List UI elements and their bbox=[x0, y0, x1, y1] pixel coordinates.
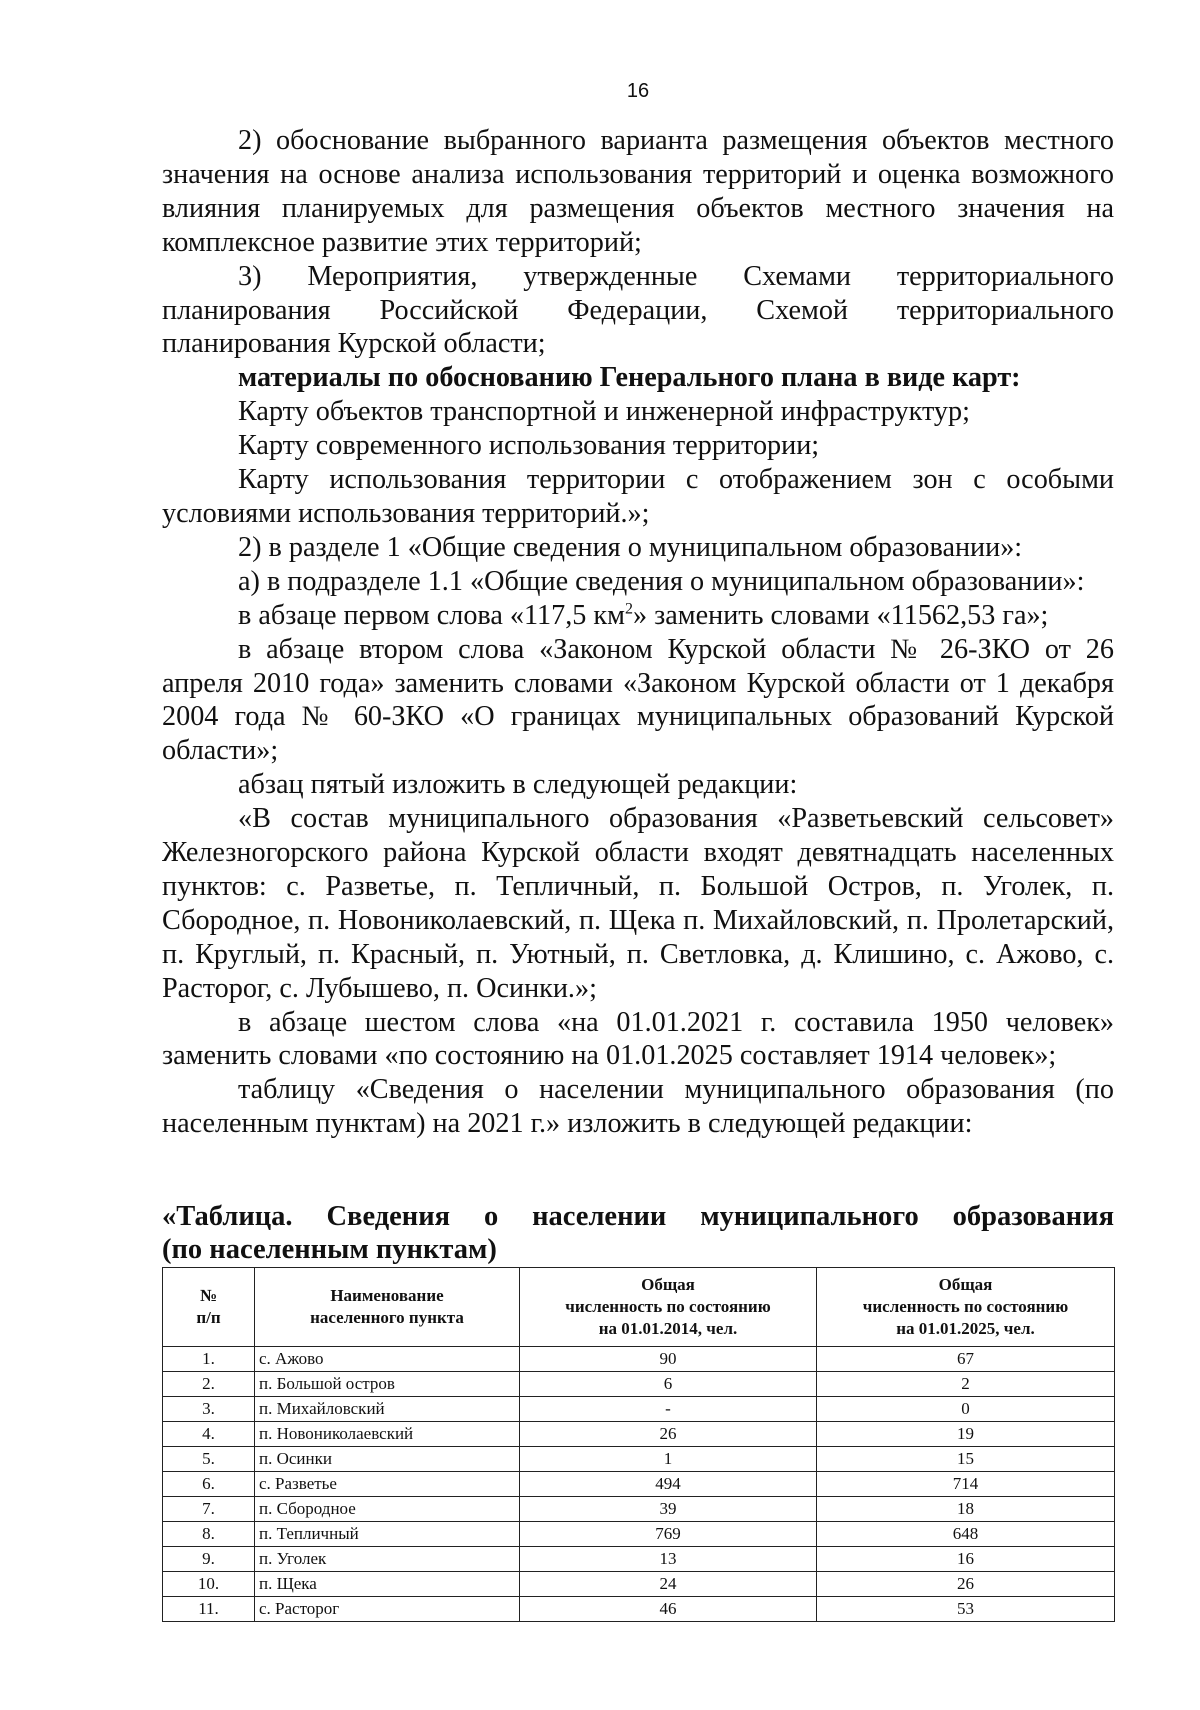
cell-2025: 2 bbox=[817, 1372, 1115, 1397]
cell-2014: 39 bbox=[520, 1497, 817, 1522]
paragraph: в абзаце шестом слова «на 01.01.2021 г. составила 1950 человек» заменить словами «по состоянию на 01.01.2025 составляет 1914 человек»; bbox=[162, 1006, 1114, 1072]
cell-name: п. Большой остров bbox=[255, 1372, 520, 1397]
cell-name: п. Осинки bbox=[255, 1447, 520, 1472]
paragraph-part: в абзаце первом слова «117,5 км bbox=[238, 599, 625, 631]
cell-2014: 769 bbox=[520, 1522, 817, 1547]
header-text: № bbox=[199, 1286, 218, 1305]
table-row bbox=[163, 1547, 1115, 1572]
paragraph: «В состав муниципального образования «Разветьевский сельсовет» Железногорского района Курской области входят девятнадцать населенных пунктов: с. Разветье, п. Тепличный, п. Большой Остров, п. Уголек, п. Сбородное, п. Новониколаевский, п. Щека п. Михайловский, п. Пролетарский, п. Круглый, п. Красный, п. Уютный, п. Светловка, д. Клишино, с. Ажово, с. Расторог, с. Лубышево, п. Осинки.»; bbox=[162, 803, 1114, 1004]
cell-2014: 13 bbox=[520, 1547, 817, 1572]
cell-name: с. Разветье bbox=[255, 1472, 520, 1497]
table-row bbox=[163, 1372, 1115, 1397]
cell-2025: 18 bbox=[817, 1497, 1115, 1522]
paragraph bbox=[162, 599, 1114, 633]
table-row bbox=[163, 1347, 1115, 1372]
paragraph: 2) обоснование выбранного варианта размещения объектов местного значения на основе анализа использования территорий и оценка возможного влияния планируемых для размещения объектов местного значения на комплексное развитие этих территорий; bbox=[162, 125, 1114, 258]
cell-name: п. Щека bbox=[255, 1572, 520, 1597]
paragraph-heading: материалы по обоснованию Генерального плана в виде карт: bbox=[238, 362, 1021, 394]
cell-2014: 90 bbox=[520, 1347, 817, 1372]
table-row bbox=[163, 1397, 1115, 1422]
header-2014 bbox=[520, 1268, 817, 1347]
cell-2025: 53 bbox=[817, 1597, 1115, 1622]
cell-2014: 24 bbox=[520, 1572, 817, 1597]
cell-num: 6. bbox=[163, 1472, 255, 1497]
header-text: населенного пункта bbox=[310, 1308, 464, 1327]
cell-2025: 26 bbox=[817, 1572, 1115, 1597]
table-title-line: (по населенным пунктам) bbox=[162, 1234, 497, 1265]
header-text: на 01.01.2014, чел. bbox=[598, 1319, 738, 1338]
cell-2025: 16 bbox=[817, 1547, 1115, 1572]
paragraph: 2) в разделе 1 «Общие сведения о муниципальном образовании»: bbox=[238, 531, 1023, 563]
header-2025 bbox=[817, 1268, 1115, 1347]
cell-2025: 15 bbox=[817, 1447, 1115, 1472]
cell-num: 8. bbox=[163, 1522, 255, 1547]
header-name bbox=[255, 1268, 520, 1347]
paragraph: 3) Мероприятия, утвержденные Схемами территориального планирования Российской Федерации, Схемой территориального планирования Курской области; bbox=[162, 260, 1114, 360]
cell-2025: 714 bbox=[817, 1472, 1115, 1497]
cell-2014: 6 bbox=[520, 1372, 817, 1397]
paragraph: Карту современного использования территории; bbox=[238, 430, 820, 462]
table-title-line: «Таблица. Сведения о населении муниципального образования bbox=[162, 1201, 1114, 1232]
header-num bbox=[163, 1268, 255, 1347]
table-row bbox=[163, 1572, 1115, 1597]
cell-2014: 46 bbox=[520, 1597, 817, 1622]
header-text: численность по состоянию bbox=[862, 1297, 1069, 1316]
cell-num: 5. bbox=[163, 1447, 255, 1472]
header-text: численность по состоянию bbox=[565, 1297, 771, 1316]
table-row bbox=[163, 1422, 1115, 1447]
header-text: Общая bbox=[938, 1275, 993, 1294]
table-row bbox=[163, 1497, 1115, 1522]
paragraph: таблицу «Сведения о населении муниципального образования (по населенным пунктам) на 2021 г.» изложить в следующей редакции: bbox=[162, 1074, 1114, 1140]
paragraph: абзац пятый изложить в следующей редакции: bbox=[238, 769, 798, 801]
cell-2014: - bbox=[520, 1397, 817, 1422]
cell-name: с. Расторог bbox=[255, 1597, 520, 1622]
table-title bbox=[162, 1200, 1114, 1266]
cell-num: 1. bbox=[163, 1347, 255, 1372]
paragraph: в абзаце втором слова «Законом Курской области № 26-ЗКО от 26 апреля 2010 года» заменить словами «Законом Курской области от 1 декабря 2004 года № 60-ЗКО «О границах муниципальных образований Курской области»; bbox=[162, 633, 1114, 767]
cell-2025: 19 bbox=[817, 1422, 1115, 1447]
cell-num: 10. bbox=[163, 1572, 255, 1597]
table-row bbox=[163, 1522, 1115, 1547]
cell-name: п. Сбородное bbox=[255, 1497, 520, 1522]
page-number: 16 bbox=[626, 80, 650, 102]
cell-name: п. Уголек bbox=[255, 1547, 520, 1572]
table-header-row bbox=[163, 1268, 1115, 1347]
cell-num: 3. bbox=[163, 1397, 255, 1422]
table-row bbox=[163, 1472, 1115, 1497]
population-table bbox=[162, 1267, 1115, 1622]
paragraph-part: » заменить словами «11562,53 га»; bbox=[632, 599, 1049, 631]
cell-name: п. Тепличный bbox=[255, 1522, 520, 1547]
superscript: 2 bbox=[624, 600, 633, 618]
table-row bbox=[163, 1597, 1115, 1622]
cell-num: 11. bbox=[163, 1597, 255, 1622]
cell-num: 2. bbox=[163, 1372, 255, 1397]
header-text: на 01.01.2025, чел. bbox=[896, 1319, 1035, 1338]
cell-name: с. Ажово bbox=[255, 1347, 520, 1372]
cell-2014: 26 bbox=[520, 1422, 817, 1447]
cell-name: п. Новониколаевский bbox=[255, 1422, 520, 1447]
cell-2025: 67 bbox=[817, 1347, 1115, 1372]
cell-2014: 1 bbox=[520, 1447, 817, 1472]
cell-num: 4. bbox=[163, 1422, 255, 1447]
cell-2025: 648 bbox=[817, 1522, 1115, 1547]
cell-name: п. Михайловский bbox=[255, 1397, 520, 1422]
cell-num: 9. bbox=[163, 1547, 255, 1572]
header-text: Общая bbox=[641, 1275, 695, 1294]
header-text: п/п bbox=[196, 1308, 221, 1327]
table-row bbox=[163, 1447, 1115, 1472]
cell-2025: 0 bbox=[817, 1397, 1115, 1422]
paragraph: Карту объектов транспортной и инженерной инфраструктур; bbox=[238, 396, 970, 428]
body-text bbox=[162, 124, 1114, 1141]
paragraph: Карту использования территории с отображением зон с особыми условиями использования территорий.»; bbox=[162, 464, 1114, 529]
cell-num: 7. bbox=[163, 1497, 255, 1522]
paragraph: а) в подразделе 1.1 «Общие сведения о муниципальном образовании»: bbox=[238, 565, 1085, 597]
header-text: Наименование bbox=[330, 1286, 444, 1305]
cell-2014: 494 bbox=[520, 1472, 817, 1497]
